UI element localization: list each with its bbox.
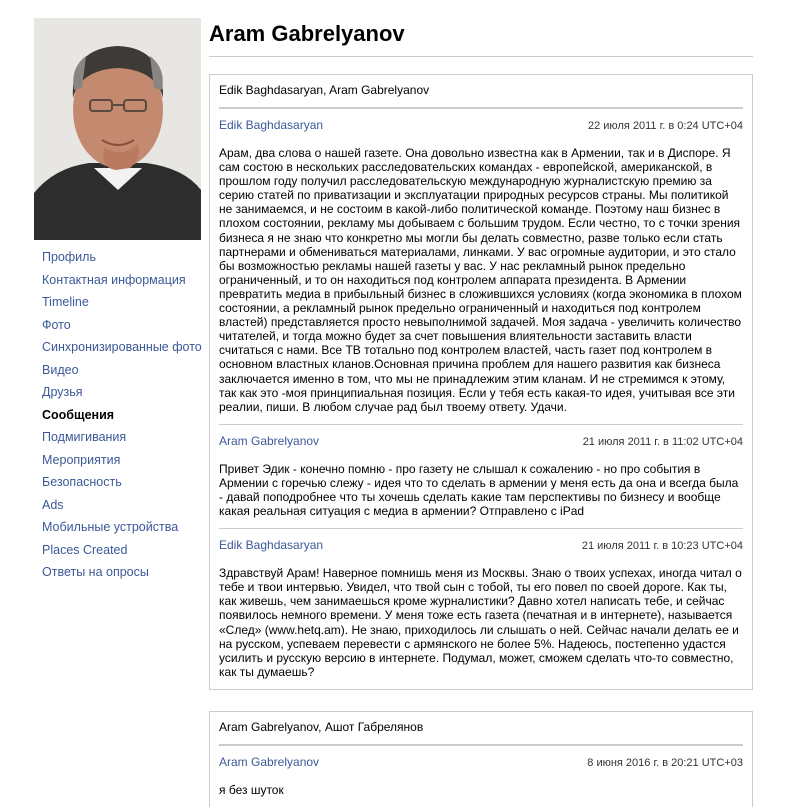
nav-link[interactable]: Мобильные устройства [42,520,179,534]
nav-item[interactable] [42,520,202,535]
message-date: 21 июля 2011 г. в 10:23 UTC+04 [581,540,743,553]
avatar[interactable] [34,18,201,240]
nav-link[interactable]: Безопасность [42,475,122,489]
thread-participants: Aram Gabrelyanov, Ашот Габрелянов [219,712,743,745]
threads [209,74,753,807]
message-date: 8 июня 2016 г. в 20:21 UTC+03 [587,756,743,769]
nav-link[interactable]: Фото [42,317,71,332]
message-header [219,425,743,452]
message-body: Привет Эдик - конечно помню - про газету не слышал к сожалению - но про события в Армении с горечью слежу - идея что то сделать в армении у меня есть да она и всегда была - давай поподробнее что ты хочешь сделать какие там перспективы по бизнесу и вообще какая реальная ситуация с медиа в армении? Отправлено с iPad [219,461,739,519]
nav-item[interactable] [42,318,202,333]
nav-link[interactable]: Профиль [42,250,96,264]
profile-nav [34,250,202,580]
nav-link[interactable]: Контактная информация [42,272,186,287]
nav-link[interactable]: Подмигивания [42,430,127,444]
message-body: Здравствуй Арам! Наверное помнишь меня из Москвы. Знаю о твоих успехах, иногда читал о тебе и твои интервью. Увидел, что твой сын с тобой, ты его повел по своей дороге. Как ты, как живешь, чем занимаешься кроме журналистики? Давно хотел написать тебе, и сейчас появилось немного времени. У меня тоже есть газета (печатная и в интернете), называется «След» (www.hetq.am). Не знаю, приходилось ли слышать о ней. Сейчас начали делать ее и на русском, успеваем перевести с армянского не более 5%. Надеюсь, постепенно удастся усилить и русскую версию в интернете. Подумал, может, сможем сделать что-то совместно, как ты думаешь? [219,566,742,679]
nav-item[interactable] [42,543,202,558]
message-author[interactable]: Aram Gabrelyanov [219,433,320,448]
message-date: 22 июля 2011 г. в 0:24 UTC+04 [588,120,743,132]
nav-link[interactable]: Ответы на опросы [42,565,149,579]
nav-item[interactable] [42,453,202,468]
message-header [219,529,743,556]
nav-item[interactable] [42,430,202,445]
nav-item[interactable] [42,385,202,400]
message-body: я без шуток [219,782,284,797]
nav-link[interactable]: Timeline [42,295,89,309]
nav-item: Сообщения [42,407,115,422]
nav-item[interactable] [42,475,202,490]
nav-link[interactable]: Друзья [42,385,83,399]
message-thread [209,74,753,690]
nav-item[interactable] [42,565,202,580]
sidebar [34,18,202,588]
page-title: Aram Gabrelyanov [209,21,405,46]
message [219,424,743,528]
nav-link[interactable]: Синхронизированные фото [42,340,202,354]
avatar-photo [34,18,201,240]
message [219,745,743,807]
nav-item[interactable] [42,363,202,378]
nav-link[interactable]: Мероприятия [42,452,121,467]
nav-item[interactable] [42,250,202,265]
thread-participants: Edik Baghdasaryan, Aram Gabrelyanov [219,75,743,108]
nav-link[interactable]: Ads [42,497,64,512]
message [219,108,743,424]
message-thread [209,711,753,807]
message-body: Арам, два слова о нашей газете. Она довольно известна как в Армении, так и в Диспоре. Я сам состою в нескольких расследовательских командах - европейской, американской, в прошлом году получил расследовательскую международную журналистскую премию за серию статей по приватизации и эксплуатации природных ресурсов страны. Мы политикой не занимаемся, и не состоим в какой-либо политической команде. Поэтому наш бизнес в плохом состоянии, рекламу мы добываем с большим трудом. Если честно, то с точки зрения бизнеса я не знаю что конкретно мы могли бы делать совместно, разве только если стать партнерами и обмениваться материалами, линками. У вас огромные аудитории, и это стало бы возможностью рекламы нашей газеты у вас. У нас рекламный рынок предельно ограниченный, и то он находиться под контролем аппарата президента. В Армении превратить медиа в прибыльный бизнес в сложившихся условиях (когда экономика в плохом состоянии, а рекламный рынок предельно ограниченный и находиться под контролем властей) представляется просто невыполнимой задачей. Моя задача - увеличить количество читателей, и тогда можно будет за счет повышения влиятельности заставить власти считаться с нами. Все ТВ тотально под контролем властей, часть газет под контролем в основном властных кланов.Основная причина проблем для нашего развития как бизнеса заключается именно в том, что мы не принадлежим этим кланам. И не стремимся к этому, так как это -моя принципиальная позиция. Если у тебя есть какая-то идея, учитывая все эти реалии, пиши. В любом случае рад был твоему ответу. Удачи. [219,146,742,414]
nav-item[interactable] [42,273,202,288]
title-divider [209,56,753,57]
nav-link[interactable]: Places Created [42,542,128,557]
main-content [209,18,753,807]
nav-item[interactable] [42,295,202,310]
nav-link[interactable]: Видео [42,362,79,377]
message [219,528,743,689]
message-author[interactable]: Aram Gabrelyanov [219,754,320,769]
message-author[interactable]: Edik Baghdasaryan [219,118,324,132]
message-author[interactable]: Edik Baghdasaryan [219,538,324,553]
message-header [219,109,743,136]
nav-item[interactable] [42,340,202,355]
nav-item[interactable] [42,498,202,513]
message-date: 21 июля 2011 г. в 11:02 UTC+04 [582,435,743,448]
